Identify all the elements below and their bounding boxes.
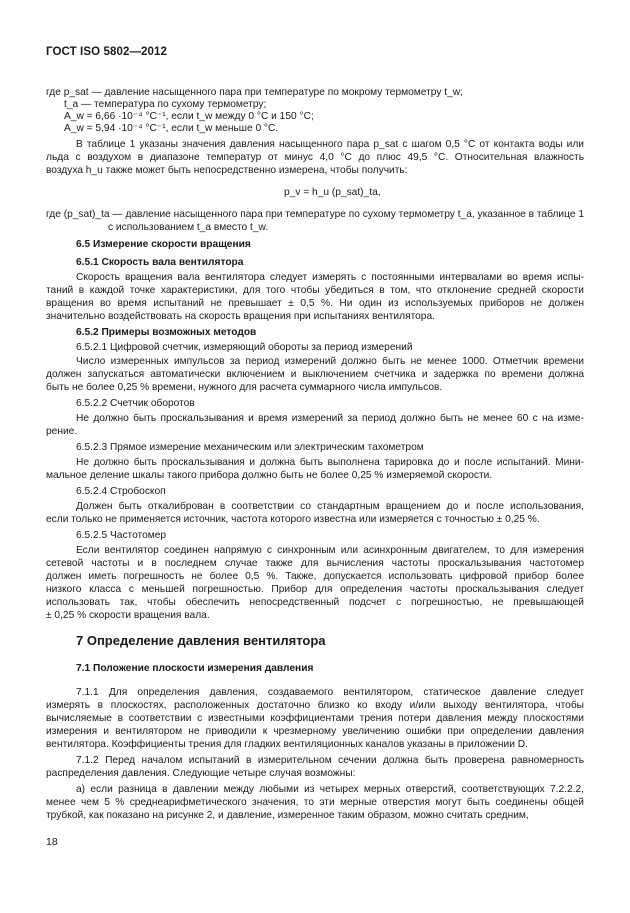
text-line: 7.1.1 Для определения давления, создаваемого вентилятором, статическое давление следует <box>76 687 584 698</box>
section-heading: 6.5 Измерение скорости вращения <box>76 239 251 250</box>
text-line: если только не применяется источник, частота которого известна или измеряется с точностью ± 0,25 %. <box>46 514 540 525</box>
text-line: 6.5.2.4 Стробоскоп <box>76 486 166 497</box>
text-line: ± 0,25 % скорости вращения вала. <box>46 610 210 621</box>
text-line: быть не более 0,25 % времени, нужного для расчета суммарного числа импульсов. <box>46 382 443 393</box>
text-line: низкого класса с меньшей погрешностью. Прибор для определения частоты проскальзывания следует <box>46 584 584 595</box>
text-line: A_w = 5,94 ·10⁻⁴ °C⁻¹, если t_w меньше 0 °C. <box>64 123 279 134</box>
page-number: 18 <box>46 836 58 848</box>
text-line: Не должно быть проскальзывания и время измерений за период должно быть не менее 60 с на изме- <box>76 413 584 424</box>
text-line: 6.5.2.3 Прямое измерение механическим или электрическим тахометром <box>76 442 424 453</box>
text-line: Не должно быть проскальзывания и должна быть выполнена тарировка до и после испытаний. Мини- <box>76 457 584 468</box>
document-header: ГОСТ ISO 5802—2012 <box>46 46 168 58</box>
text-line: распределения давления. Следующие четыре случая возможны: <box>46 768 356 779</box>
text-line: A_w = 6,66 ·10⁻⁴ °C⁻¹, если t_w между 0 °C и 150 °C; <box>64 111 314 122</box>
text-line: 6.5.2.2 Счетчик оборотов <box>76 398 195 409</box>
section-heading: 6.5.1 Скорость вала вентилятора <box>76 257 244 268</box>
text-line: t_a — температура по сухому термометру; <box>64 99 267 110</box>
text-line: 6.5.2.5 Частотомер <box>76 530 167 541</box>
text-line: Если вентилятор соединен напрямую с синхронным или асинхронным двигателем, то для измерения <box>76 545 584 556</box>
text-line: использовать так, чтобы обеспечить непосредственный подсчет с погрешностью, не превышающей <box>46 597 584 608</box>
text-line: воздуха h_u также может быть непосредственно измерена, чтобы получить: <box>46 165 408 176</box>
text-line: вращения во время испытаний не превышает ± 0,5 %. Ни один из используемых приборов не должен <box>46 298 584 309</box>
text-line: где p_sat — давление насыщенного пара при температуре по мокрому термометру t_w; <box>46 87 463 98</box>
text-line: таний в каждой точке характеристики, для того чтобы убедиться в том, что отклонение средней скорости <box>46 285 584 296</box>
text-line: вычисляемые в соответствии с известными коэффициентами трения потери давления между плоскостями <box>46 713 584 724</box>
text-line: менее чем 5 % среднеарифметического значения, то эти мерные отверстия могут быть соединены общей <box>46 797 584 808</box>
text-line: измерения и вентилятором не приводили к чрезмерному увеличению ошибки при определении давления <box>46 726 584 737</box>
text-line: В таблице 1 указаны значения давления насыщенного пара p_sat с шагом 0,5 °C от контакта воды или <box>76 139 584 150</box>
text-line: измерять в плоскостях, расположенных достаточно близко ко входу и/или выходу вентилятора, чтобы <box>46 700 584 711</box>
text-line: мальное деление шкалы такого прибора должно быть не более 0,25 % измеряемой скорости. <box>46 470 493 481</box>
text-line: сетевой частоты и в последнем случае также для вычисления частоты проскальзывания частотомер <box>46 558 584 569</box>
text-line: Число измеренных импульсов за период измерений должно быть не менее 1000. Отметчик времени <box>76 356 584 367</box>
text-line: вентилятора. Коэффициенты трения для гладких вентиляционных каналов указаны в приложении D. <box>46 739 528 750</box>
section-heading: 7 Определение давления вентилятора <box>76 633 326 648</box>
text-line: Скорость вращения вала вентилятора следует измерять с постоянными интервалами во время испы- <box>76 272 584 283</box>
text-line: 6.5.2.1 Цифровой счетчик, измеряющий обороты за период измерений <box>76 342 413 353</box>
text-line: должен запускаться автоматически включением и выключением счетчика и задержка по времени должна <box>46 369 584 380</box>
section-heading: 7.1 Положение плоскости измерения давления <box>76 663 314 674</box>
text-line: трубкой, как показано на рисунке 2, и давление, измеренное таким образом, можно считать средним, <box>46 810 529 821</box>
text-line: 7.1.2 Перед началом испытаний в измерительном сечении должна быть проверена равномерность <box>76 755 584 766</box>
text-line: где (p_sat)_ta — давление насыщенного пара при температуре по сухому термометру t_a, указанное в таблице 1 <box>46 209 584 220</box>
text-line: значительно воздействовать на скорость вращения при испытаниях вентилятора. <box>46 311 435 322</box>
text-line: Должен быть откалиброван в соответствии со стандартным вращением до и после использования, <box>76 501 584 512</box>
text-line: а) если разница в давлении между любыми из четырех мерных отверстий, соответствующих 7.2.2.2, <box>76 784 584 795</box>
text-line: должен иметь погрешность не более 0,5 %. Также, допускается использовать цифровой прибор более <box>46 571 584 582</box>
text-line: p_v = h_u (p_sat)_ta, <box>284 187 381 198</box>
section-heading: 6.5.2 Примеры возможных методов <box>76 327 257 338</box>
text-line: рение. <box>46 426 78 437</box>
text-line: льда с воздухом в диапазоне температур от минус 4,0 °C до плюс 49,5 °C. Относительная влажность <box>46 152 584 163</box>
text-line: с использованием t_a вместо t_w. <box>108 222 269 233</box>
